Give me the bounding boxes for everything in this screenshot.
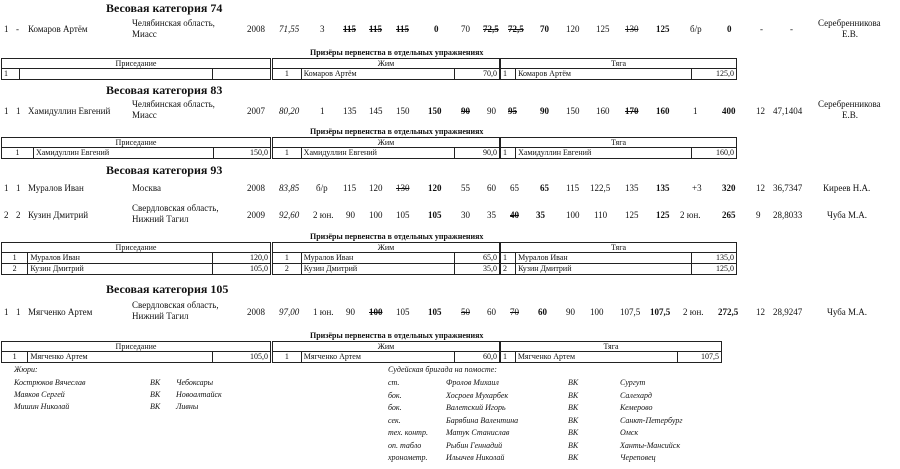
coefficient: 28,8033 [773, 210, 803, 220]
bench-prizes-table [272, 341, 500, 363]
table-row: 2 Кузин Дмитрий 105,0 [2, 264, 271, 275]
list-item: сек. Барябина Валентина ВК Санкт-Петербург [388, 415, 683, 425]
rank: 3 [320, 24, 325, 34]
bench-attempt: 72,5 [508, 24, 524, 34]
bench-result: 90 [540, 106, 549, 116]
bench-attempt: 65 [510, 183, 519, 193]
birth-year: 2007 [247, 106, 265, 116]
athlete-row [0, 296, 900, 326]
squat-attempt: 130 [396, 183, 410, 193]
index: - [16, 24, 19, 34]
athlete-name: Кузин Дмитрий [28, 210, 89, 220]
coefficient: 36,7347 [773, 183, 803, 193]
squat-attempt: 115 [396, 24, 410, 34]
squat-result: 150 [428, 106, 442, 116]
squat-attempt: 115 [343, 183, 357, 193]
deadlift-header: Тяга [501, 342, 722, 352]
deadlift-result: 135 [656, 183, 670, 193]
deadlift-result: 160 [656, 106, 670, 116]
deadlift-attempt: 120 [566, 24, 580, 34]
bench-attempt: 60 [487, 307, 496, 317]
squat-attempt: 115 [343, 24, 357, 34]
body-weight: 80,20 [279, 106, 300, 116]
table-row: 2 Кузин Дмитрий 125,0 [501, 264, 737, 275]
squat-result: 105 [428, 210, 442, 220]
athlete-city: Миасс [132, 29, 157, 39]
place: 2 [4, 210, 9, 220]
table-row: 2 Кузин Дмитрий 35,0 [273, 264, 500, 275]
coefficient: - [790, 24, 793, 34]
coefficient: 28,9247 [773, 307, 803, 317]
jury-title: Жюри: [14, 365, 38, 374]
deadlift-header: Тяга [501, 138, 737, 148]
table-row: 1 Хамидуллин Евгений 160,0 [501, 148, 737, 159]
bench-attempt: 90 [487, 106, 496, 116]
index: 1 [16, 183, 21, 193]
birth-year: 2008 [247, 183, 265, 193]
athlete-row [0, 176, 900, 198]
list-item: бок. Валетский Игорь ВК Кемерово [388, 403, 653, 412]
athlete-name: Комаров Артём [28, 24, 88, 34]
table-row: 1 Хамидуллин Евгений 90,0 [273, 148, 500, 159]
table-row: 1 Муралов Иван 120,0 [2, 253, 271, 264]
jury-list [14, 378, 264, 414]
bench-attempt: 70 [461, 24, 470, 34]
squat-attempt: 100 [369, 210, 383, 220]
list-item: бок. Хосроев Мухарбек ВК Салехард [388, 390, 652, 400]
table-row: 1 [2, 69, 271, 80]
bench-prizes-table [272, 242, 500, 275]
prizes-title: Призёры первенства в отдельных упражнениях [310, 331, 484, 340]
squat-attempt: 115 [369, 24, 383, 34]
deadlift-attempt: 125 [596, 24, 610, 34]
athlete-row [0, 200, 900, 228]
athlete-region: Челябинская область, [132, 18, 215, 28]
weight-category-74-title: Весовая категория 74 [106, 1, 223, 15]
total: 272,5 [718, 307, 739, 317]
rank: 1 [320, 106, 325, 116]
deadlift-header: Тяга [501, 59, 737, 69]
total: 400 [722, 106, 736, 116]
bench-header: Жим [273, 138, 500, 148]
deadlift-attempt: 170 [625, 106, 639, 116]
deadlift-prizes-table [500, 242, 737, 275]
athlete-name: Мягченко Артем [28, 307, 93, 317]
result-note: 2 юн. [683, 307, 704, 317]
athlete-region: Свердловская область, [132, 203, 219, 213]
table-row: 1 Комаров Артём 70,0 [273, 69, 500, 80]
weight-category-105-title: Весовая категория 105 [106, 282, 229, 296]
prizes-title: Призёры первенства в отдельных упражнениях [310, 127, 484, 136]
deadlift-prizes-table [500, 341, 722, 363]
coach: Е.В. [842, 29, 859, 39]
deadlift-attempt: 122,5 [590, 183, 611, 193]
squat-attempt: 105 [396, 307, 410, 317]
bench-attempt: 55 [461, 183, 470, 193]
deadlift-attempt: 107,5 [620, 307, 641, 317]
place: 1 [4, 106, 9, 116]
bench-attempt: 50 [461, 307, 470, 317]
table-row: 1 Комаров Артём 125,0 [501, 69, 737, 80]
athlete-city: Москва [132, 183, 161, 193]
deadlift-attempt: 125 [625, 210, 639, 220]
bench-prizes-table [272, 137, 500, 159]
deadlift-attempt: 100 [566, 210, 580, 220]
points: 12 [756, 307, 765, 317]
squat-attempt: 90 [346, 210, 355, 220]
body-weight: 83,85 [279, 183, 300, 193]
squat-result: 105 [428, 307, 442, 317]
squat-attempt: 90 [346, 307, 355, 317]
body-weight: 97,00 [279, 307, 300, 317]
squat-attempt: 100 [369, 307, 383, 317]
squat-prizes-table [1, 58, 271, 80]
bench-header: Жим [273, 342, 500, 352]
rank: 2 юн. [313, 210, 334, 220]
total: 320 [722, 183, 736, 193]
table-row: 1 Муралов Иван 65,0 [273, 253, 500, 264]
table-row: 1 Хамидуллин Евгений 150,0 [2, 148, 271, 159]
squat-result: 120 [428, 183, 442, 193]
bench-attempt: 95 [508, 106, 517, 116]
deadlift-attempt: 90 [566, 307, 575, 317]
index: 1 [16, 106, 21, 116]
deadlift-attempt: 100 [590, 307, 604, 317]
weight-category-93-title: Весовая категория 93 [106, 163, 223, 177]
points: 9 [756, 210, 761, 220]
coach: Киреев Н.А. [823, 183, 871, 193]
place: 1 [4, 307, 9, 317]
table-row: 1 Муралов Иван 135,0 [501, 253, 737, 264]
table-row: 1 Мягченко Артем 60,0 [273, 352, 500, 363]
athlete-region: Челябинская область, [132, 99, 215, 109]
athlete-row [0, 16, 900, 46]
bench-result: 65 [540, 183, 549, 193]
coach: Серебренникова [818, 99, 881, 109]
result-note: 1 [693, 106, 698, 116]
squat-result: 0 [434, 24, 439, 34]
rank: б/р [316, 183, 328, 193]
brigade-title: Судейская бригада на помосте: [388, 365, 497, 374]
deadlift-header: Тяга [501, 243, 737, 253]
athlete-city: Нижний Тагил [132, 214, 189, 224]
result-note: б/р [690, 24, 702, 34]
athlete-name: Хамидуллин Евгений [28, 106, 111, 116]
table-row: 1 Мягченко Артем 105,0 [2, 352, 271, 363]
bench-result: 35 [536, 210, 545, 220]
body-weight: 71,55 [279, 24, 300, 34]
prizes-title: Призёры первенства в отдельных упражнениях [310, 48, 484, 57]
squat-header: Приседание [2, 138, 271, 148]
coach: Серебренникова [818, 18, 881, 28]
squat-header: Приседание [2, 342, 271, 352]
points: - [760, 24, 763, 34]
bench-header: Жим [273, 243, 500, 253]
brigade-list [388, 378, 728, 466]
bench-prizes-table [272, 58, 500, 80]
bench-attempt: 30 [461, 210, 470, 220]
athlete-region: Свердловская область, [132, 300, 219, 310]
squat-attempt: 145 [369, 106, 383, 116]
squat-header: Приседание [2, 243, 271, 253]
squat-attempt: 105 [396, 210, 410, 220]
deadlift-attempt: 135 [625, 183, 639, 193]
total: 0 [727, 24, 732, 34]
index: 1 [16, 307, 21, 317]
coach: Чуба М.А. [827, 307, 868, 317]
list-item: оп. табло Рыбин Геннадий ВК Ханты-Мансийск [388, 440, 681, 450]
deadlift-prizes-table [500, 137, 737, 159]
squat-attempt: 120 [369, 183, 383, 193]
bench-attempt: 40 [510, 210, 519, 220]
deadlift-attempt: 130 [625, 24, 639, 34]
points: 12 [756, 106, 765, 116]
bench-attempt: 35 [487, 210, 496, 220]
deadlift-attempt: 115 [566, 183, 580, 193]
result-note: 2 юн. [680, 210, 701, 220]
deadlift-attempt: 110 [594, 210, 608, 220]
deadlift-result: 107,5 [650, 307, 671, 317]
list-item: тех. контр. Матук Станислав ВК Омск [388, 428, 639, 437]
index: 2 [16, 210, 21, 220]
bench-result: 60 [538, 307, 547, 317]
weight-category-83-title: Весовая категория 83 [106, 83, 223, 97]
prizes-title: Призёры первенства в отдельных упражнениях [310, 232, 484, 241]
squat-header: Приседание [2, 59, 271, 69]
total: 265 [722, 210, 736, 220]
bench-attempt: 70 [510, 307, 519, 317]
result-note: +3 [692, 183, 702, 193]
birth-year: 2008 [247, 307, 265, 317]
coach: Чуба М.А. [827, 210, 868, 220]
list-item: Мишин Николай ВК Ливны [14, 402, 199, 411]
birth-year: 2008 [247, 24, 265, 34]
list-item: Кострюков Вячеслав ВК Чебоксары [14, 378, 214, 387]
list-item: ст. Фролов Михаил ВК Сургут [388, 378, 646, 387]
rank: 1 юн. [313, 307, 334, 317]
place: 1 [4, 183, 9, 193]
athlete-city: Нижний Тагил [132, 311, 189, 321]
deadlift-attempt: 150 [566, 106, 580, 116]
birth-year: 2009 [247, 210, 265, 220]
list-item: хронометр. Ильичев Николай ВК Череповец [388, 453, 656, 462]
table-row: 1 Мягченко Артем 107,5 [501, 352, 722, 363]
body-weight: 92,60 [279, 210, 300, 220]
coach: Е.В. [842, 110, 859, 120]
bench-attempt: 72,5 [483, 24, 499, 34]
athlete-city: Миасс [132, 110, 157, 120]
deadlift-result: 125 [656, 210, 670, 220]
list-item: Маяков Сергей ВК Новоалтайск [14, 390, 222, 399]
bench-attempt: 60 [487, 183, 496, 193]
bench-attempt: 90 [461, 106, 470, 116]
deadlift-result: 125 [656, 24, 670, 34]
athlete-row [0, 96, 900, 126]
bench-result: 70 [540, 24, 549, 34]
squat-prizes-table [1, 137, 271, 159]
squat-attempt: 150 [396, 106, 410, 116]
points: 12 [756, 183, 765, 193]
athlete-name: Муралов Иван [28, 183, 84, 193]
squat-prizes-table [1, 341, 271, 363]
deadlift-prizes-table [500, 58, 737, 80]
coefficient: 47,1404 [773, 106, 803, 116]
squat-attempt: 135 [343, 106, 357, 116]
squat-prizes-table [1, 242, 271, 275]
place: 1 [4, 24, 9, 34]
deadlift-attempt: 160 [596, 106, 610, 116]
bench-header: Жим [273, 59, 500, 69]
